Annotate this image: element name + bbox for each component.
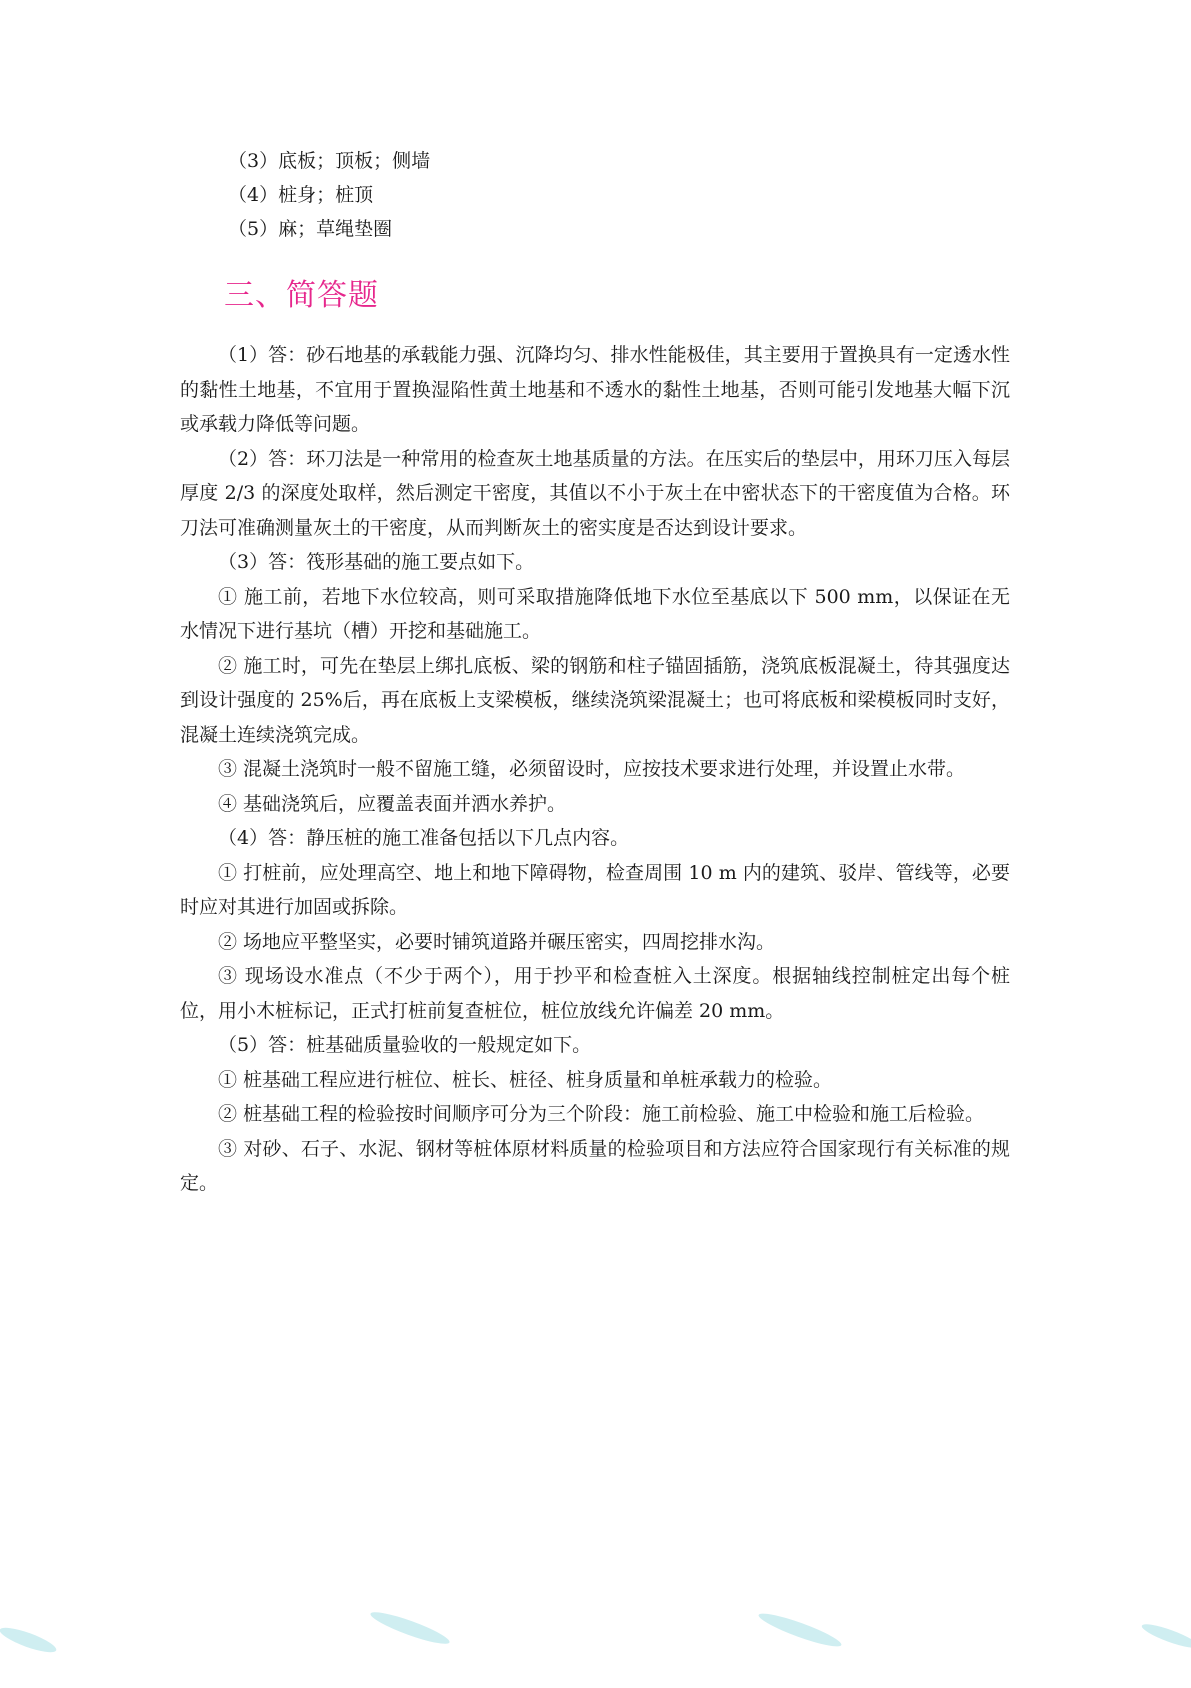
page-content	[180, 144, 1010, 1201]
answer-line-5: （5）麻；草绳垫圈	[228, 218, 393, 240]
answer-3-point-4: ④ 基础浇筑后，应覆盖表面并洒水养护。	[218, 792, 567, 815]
answer-4-point-3: ③ 现场设水准点（不少于两个），用于抄平和检查桩入土深度。根据轴线控制桩定出每个桩位，用小木桩标记，正式打桩前复查桩位，桩位放线允许偏差 20 mm。	[180, 965, 1010, 1022]
watermark-mark-3	[756, 1608, 843, 1651]
watermark-mark-4	[1140, 1620, 1191, 1652]
answer-4-point-2: ② 场地应平整坚实，必要时铺筑道路并碾压密实，四周挖排水沟。	[218, 930, 776, 953]
answer-4-point-1: ① 打桩前，应处理高空、地上和地下障碍物，检查周围 10 m 内的建筑、驳岸、管线等，必要时应对其进行加固或拆除。	[180, 861, 1010, 918]
footer-watermarks	[0, 1600, 1191, 1684]
answer-3-point-1: ① 施工前，若地下水位较高，则可采取措施降低地下水位至基底以下 500 mm，以保证在无水情况下进行基坑（槽）开挖和基础施工。	[180, 585, 1010, 642]
watermark-mark-2	[368, 1607, 452, 1649]
fill-blank-answers	[180, 144, 1010, 246]
answer-3-point-2: ② 施工时，可先在垫层上绑扎底板、梁的钢筋和柱子锚固插筋，浇筑底板混凝土，待其强度达到设计强度的 25%后，再在底板上支梁模板，继续浇筑梁混凝土；也可将底板和梁模板同时支好，混凝土连续浇筑完成。	[180, 654, 1010, 746]
answer-line-3: （3）底板；顶板；侧墙	[228, 150, 431, 172]
answer-3-intro: （3）答：筏形基础的施工要点如下。	[218, 551, 535, 573]
answer-5-intro: （5）答：桩基础质量验收的一般规定如下。	[218, 1034, 592, 1056]
watermark-marks	[0, 1600, 1191, 1684]
answer-4-intro: （4）答：静压桩的施工准备包括以下几点内容。	[218, 827, 630, 849]
answer-5-point-1: ① 桩基础工程应进行桩位、桩长、桩径、桩身质量和单桩承载力的检验。	[218, 1068, 833, 1091]
watermark-mark-1	[0, 1623, 59, 1657]
answer-2: （2）答：环刀法是一种常用的检查灰土地基质量的方法。在压实后的垫层中，用环刀压入每层厚度 2/3 的深度处取样，然后测定干密度，其值以不小于灰土在中密状态下的干密度值为合格。环刀法可准确测量灰土的干密度，从而判断灰土的密实度是否达到设计要求。	[180, 447, 1010, 539]
answer-line-4: （4）桩身；桩顶	[228, 184, 374, 206]
answer-3-point-3: ③ 混凝土浇筑时一般不留施工缝，必须留设时，应按技术要求进行处理，并设置止水带。	[218, 758, 966, 780]
short-answer-section	[180, 338, 1010, 1201]
answer-5-point-2: ② 桩基础工程的检验按时间顺序可分为三个阶段：施工前检验、施工中检验和施工后检验。	[218, 1103, 985, 1125]
answer-1: （1）答：砂石地基的承载能力强、沉降均匀、排水性能极佳，其主要用于置换具有一定透水性的黏性土地基，不宜用于置换湿陷性黄土地基和不透水的黏性土地基，否则可能引发地基大幅下沉或承载力降低等问题。	[180, 344, 1010, 435]
answer-5-point-3: ③ 对砂、石子、水泥、钢材等桩体原材料质量的检验项目和方法应符合国家现行有关标准的规定。	[180, 1137, 1010, 1194]
section-title: 三、简答题	[224, 278, 379, 313]
